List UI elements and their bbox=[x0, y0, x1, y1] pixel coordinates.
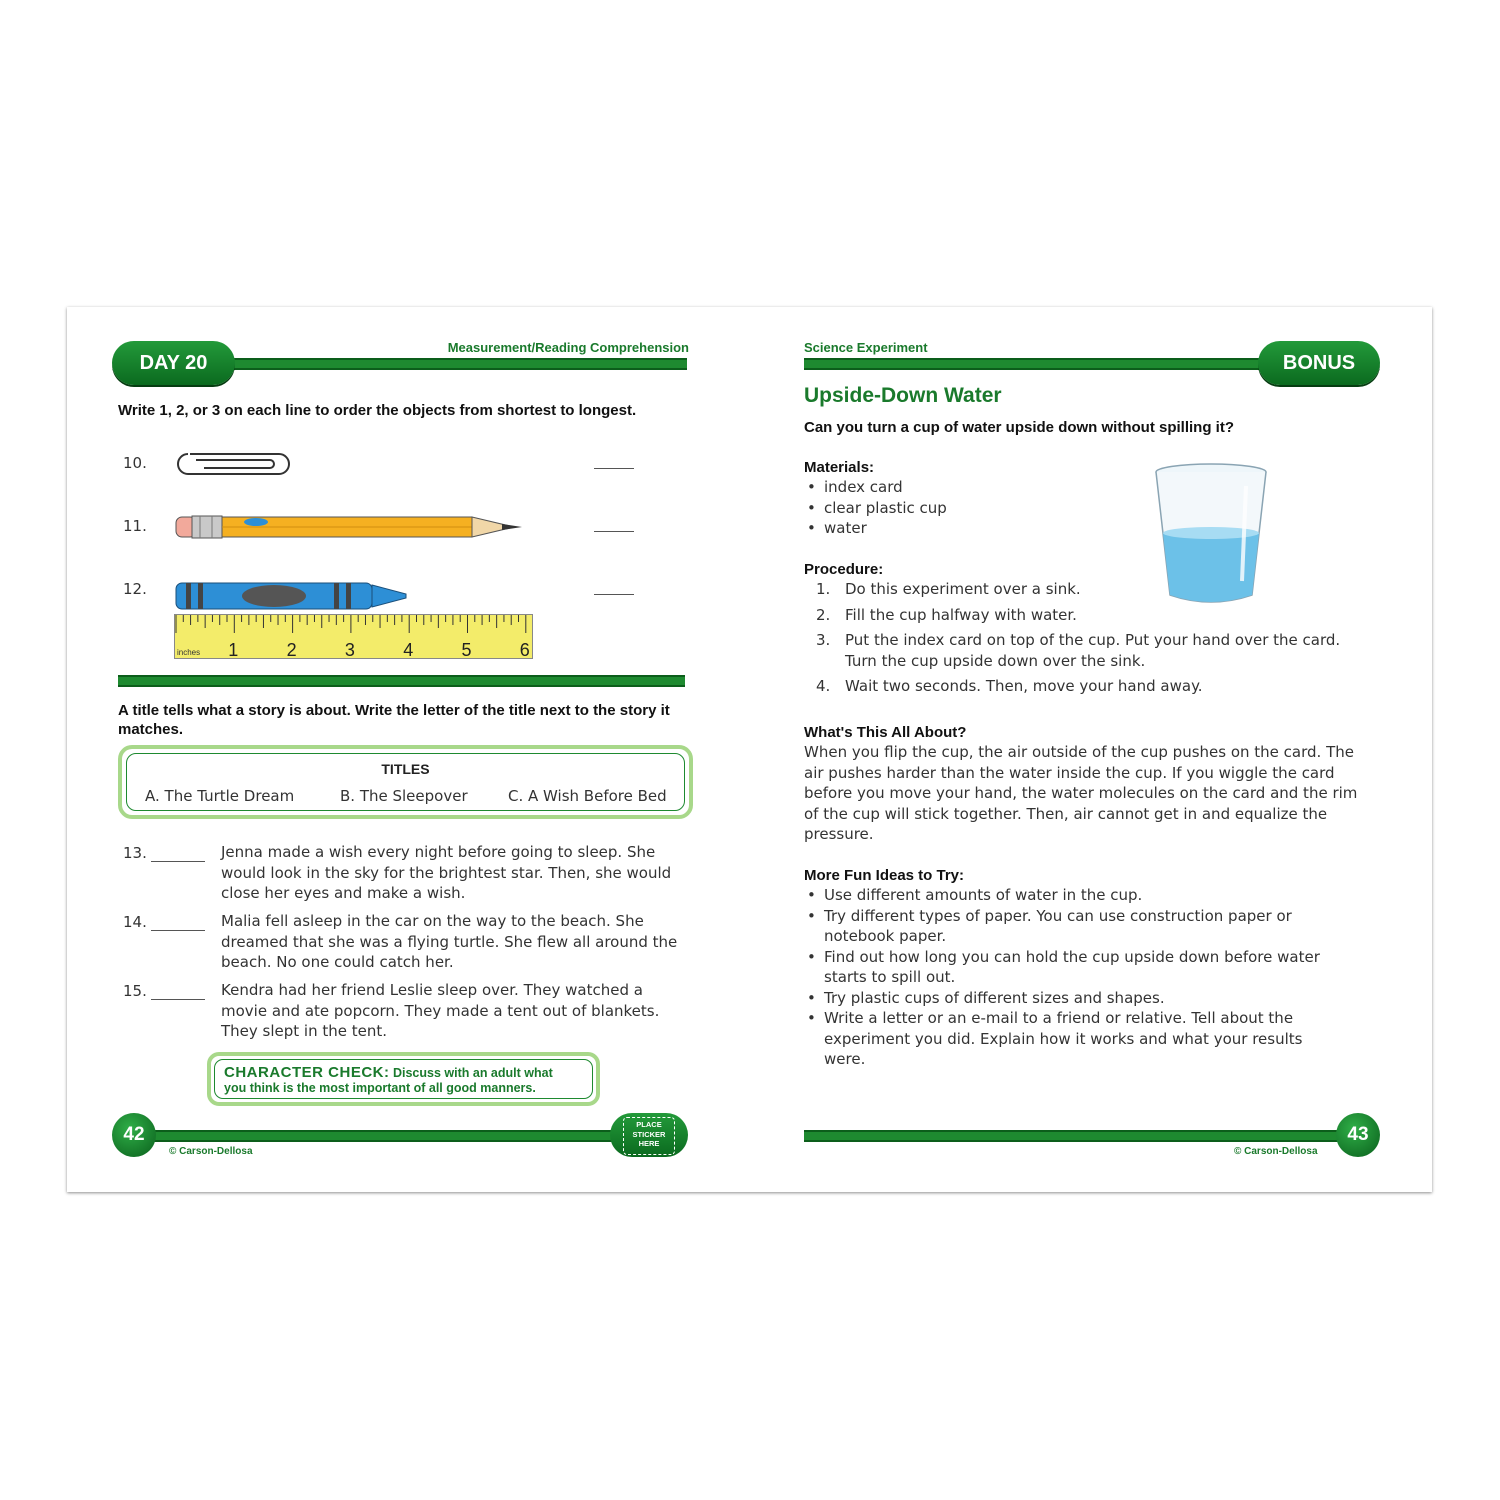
pencil-icon bbox=[174, 513, 526, 541]
story-answer-line[interactable] bbox=[151, 930, 205, 931]
ideas-heading: More Fun Ideas to Try: bbox=[804, 867, 965, 884]
answer-line[interactable] bbox=[594, 468, 634, 469]
titles-instruction: A title tells what a story is about. Write the letter of the title next to the story it matches. bbox=[118, 702, 670, 738]
materials-heading: Materials: bbox=[804, 459, 875, 476]
day-label: DAY 20 bbox=[139, 351, 208, 374]
story-number: 13. bbox=[123, 844, 147, 862]
list-item: 3. Put the index card on top of the cup. Put your hand over the card. Turn the cup upside down over the sink. bbox=[816, 631, 1341, 670]
sticker-spot[interactable] bbox=[610, 1113, 688, 1157]
title-option-b: B. The Sleepover bbox=[340, 787, 468, 805]
procedure-list bbox=[804, 579, 1374, 697]
list-item: • Use different amounts of water in the cup. bbox=[804, 885, 1334, 906]
list-item: • Try plastic cups of different sizes and shapes. bbox=[804, 988, 1334, 1009]
list-item: • Write a letter or an e-mail to a friend or relative. Tell about the experiment you did. Explain how it works and what your results were. bbox=[804, 1008, 1334, 1070]
ruler-label: 4 bbox=[403, 640, 414, 660]
experiment-title: Upside-Down Water bbox=[804, 384, 1002, 407]
copyright: © Carson-Dellosa bbox=[1234, 1146, 1318, 1157]
crayon-icon bbox=[174, 579, 409, 613]
ideas-list bbox=[804, 885, 1334, 1070]
header-bar bbox=[804, 358, 1284, 370]
measure-instruction: Write 1, 2, or 3 on each line to order the objects from shortest to longest. bbox=[118, 402, 637, 419]
item-number: 12. bbox=[123, 580, 147, 598]
header-bar bbox=[217, 358, 687, 370]
story-answer-line[interactable] bbox=[151, 999, 205, 1000]
sticker-text: PLACE bbox=[636, 1120, 662, 1129]
story-number: 15. bbox=[123, 982, 147, 1000]
title-option-a: A. The Turtle Dream bbox=[145, 787, 295, 805]
titles-box bbox=[118, 745, 693, 819]
list-item: • water bbox=[804, 518, 1144, 539]
divider-bar bbox=[118, 675, 685, 687]
ruler-unit: inches bbox=[177, 648, 201, 657]
story-number: 14. bbox=[123, 913, 147, 931]
copyright: © Carson-Dellosa bbox=[169, 1146, 253, 1157]
list-item: 1. Do this experiment over a sink. bbox=[816, 580, 1081, 598]
bonus-label: BONUS bbox=[1282, 351, 1356, 374]
page-number: 43 bbox=[1336, 1113, 1380, 1157]
list-item: • index card bbox=[804, 477, 1144, 498]
ruler-label: 6 bbox=[519, 640, 530, 660]
bonus-badge bbox=[1258, 341, 1380, 385]
ruler-label: 3 bbox=[344, 640, 355, 660]
footer-bar bbox=[145, 1130, 665, 1142]
ruler-label: 5 bbox=[461, 640, 472, 660]
list-item: • Try different types of paper. You can use construction paper or notebook paper. bbox=[804, 906, 1334, 947]
about-heading: What's This All About? bbox=[804, 724, 967, 741]
story-text: Kendra had her friend Leslie sleep over. They watched a movie and ate popcorn. They made a tent out of blankets. They slept in the tent. bbox=[221, 981, 660, 1040]
materials-list bbox=[804, 477, 1144, 539]
page-number: 42 bbox=[112, 1113, 156, 1157]
answer-line[interactable] bbox=[594, 594, 634, 595]
character-check-label: CHARACTER CHECK: bbox=[224, 1064, 390, 1081]
right-page bbox=[750, 307, 1432, 1192]
section-label: Measurement/Reading Comprehension bbox=[447, 340, 689, 355]
item-number: 10. bbox=[123, 454, 147, 472]
left-page bbox=[67, 307, 749, 1192]
sticker-text: STICKER bbox=[632, 1129, 666, 1139]
story-text: Jenna made a wish every night before going to sleep. She would look in the sky for the brightest star. Then, she would close her eyes and make a wish. bbox=[221, 843, 672, 902]
character-check-text: Discuss with an adult what bbox=[392, 1066, 553, 1080]
footer-bar bbox=[804, 1130, 1359, 1142]
list-item: 4. Wait two seconds. Then, move your hand away. bbox=[816, 677, 1203, 695]
book-spread bbox=[67, 307, 1432, 1192]
item-number: 11. bbox=[123, 517, 147, 535]
about-text: When you flip the cup, the air outside of the cup pushes on the card. The air pushes harder than the water inside the cup. If you wiggle the card before you move your hand, the water molecules on the card and the rim of the cup will stick together. Then, air cannot get in and equalize the pressure. bbox=[804, 743, 1358, 843]
paperclip-icon bbox=[174, 451, 292, 477]
list-item: 2. Fill the cup halfway with water. bbox=[816, 605, 1077, 624]
answer-line[interactable] bbox=[594, 531, 634, 532]
character-check-box bbox=[207, 1052, 600, 1106]
story-text: Malia fell asleep in the car on the way to the beach. She dreamed that she was a flying turtle. She flew all around the beach. No one could catch her. bbox=[221, 912, 678, 971]
experiment-question: Can you turn a cup of water upside down without spilling it? bbox=[804, 419, 1234, 436]
list-item: • clear plastic cup bbox=[804, 498, 1144, 519]
titles-heading: TITLES bbox=[381, 761, 430, 777]
title-option-c: C. A Wish Before Bed bbox=[508, 787, 667, 805]
day-badge bbox=[112, 341, 235, 385]
section-label: Science Experiment bbox=[804, 340, 928, 355]
ruler-label: 1 bbox=[228, 640, 239, 660]
ruler-label: 2 bbox=[286, 640, 297, 660]
sticker-text: HERE bbox=[638, 1139, 660, 1148]
procedure-heading: Procedure: bbox=[804, 561, 884, 578]
list-item: • Find out how long you can hold the cup upside down before water starts to spill out. bbox=[804, 947, 1334, 988]
character-check-text: you think is the most important of all good manners. bbox=[224, 1081, 536, 1095]
ruler-icon bbox=[174, 614, 534, 660]
story-answer-line[interactable] bbox=[151, 861, 205, 862]
